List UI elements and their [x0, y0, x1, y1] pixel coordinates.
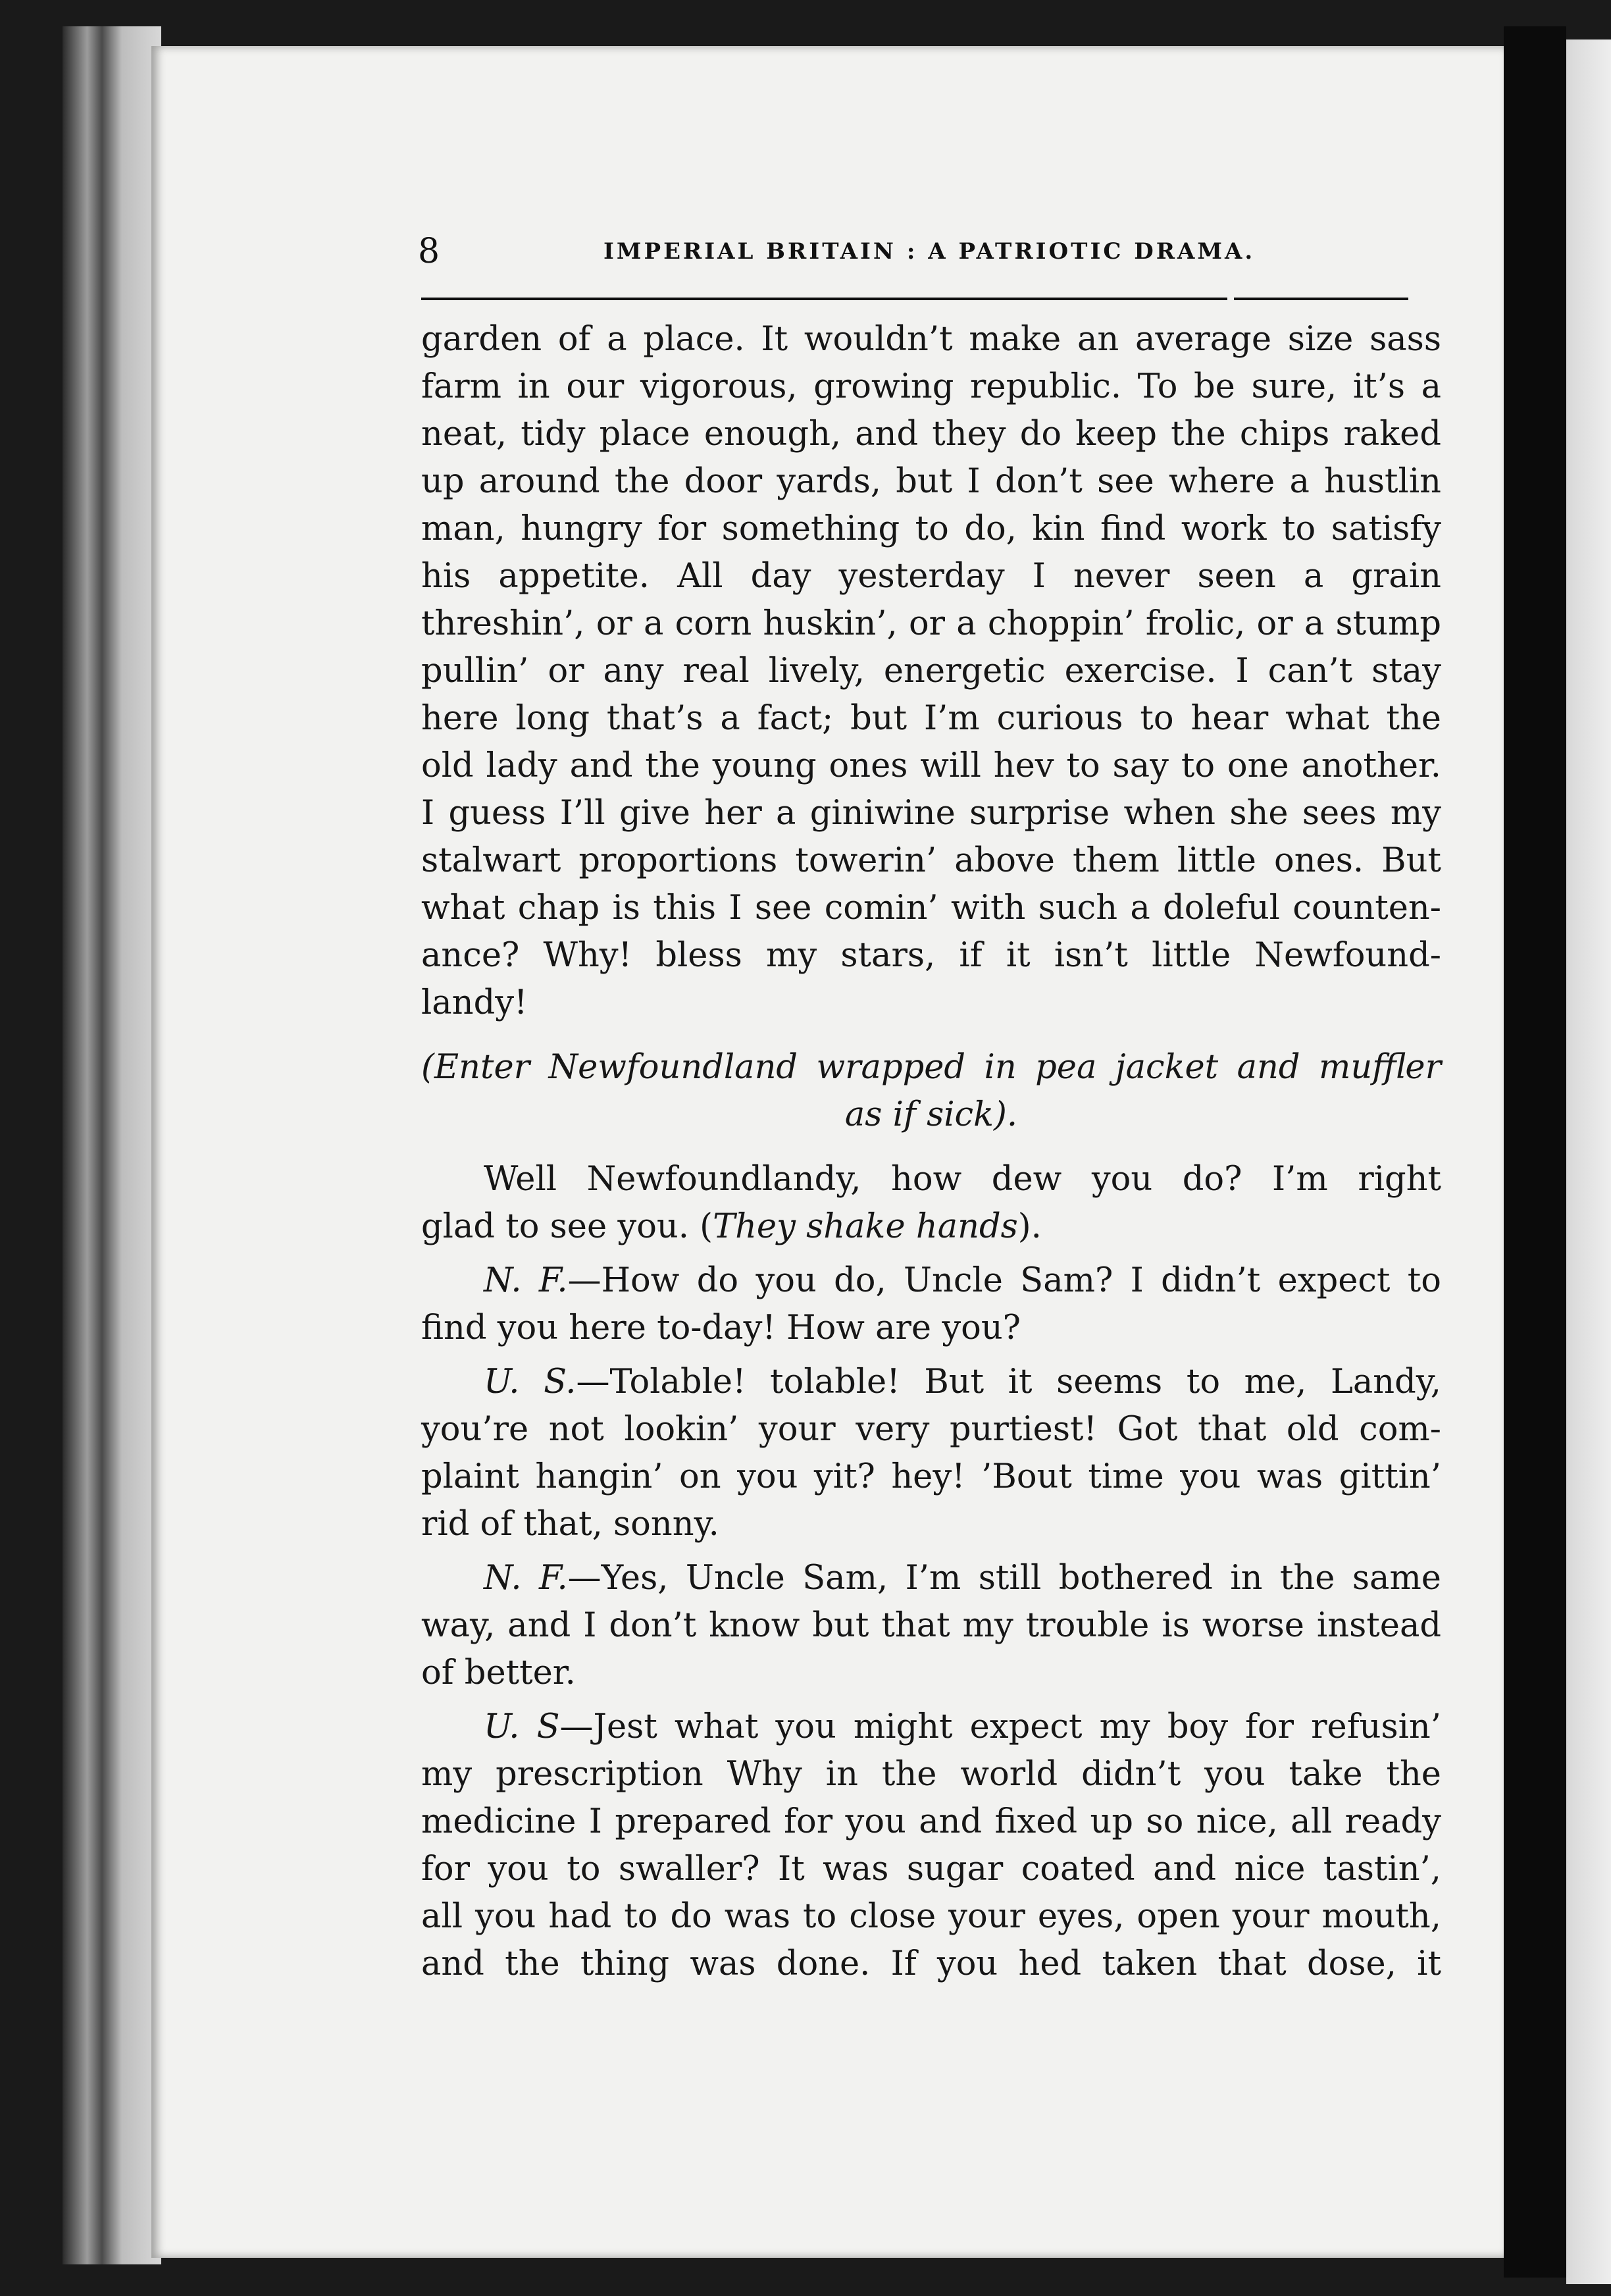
- text-line: man, hungry for something to do, kin find work to satisfy: [421, 509, 1441, 548]
- paragraph-us-1: [421, 1359, 1441, 1548]
- right-gutter-shadow: [1504, 26, 1566, 2278]
- text-line: way, and I don’t know but that my trouble is worse instead: [421, 1606, 1441, 1645]
- text-line: his appetite. All day yesterday I never seen a grain: [421, 557, 1441, 596]
- paragraph-greeting: [421, 1156, 1441, 1251]
- text-line: [421, 1203, 1441, 1251]
- text-fragment: —Yes, Uncle Sam, I’m still bothered in the same: [567, 1559, 1441, 1598]
- page-number: 8: [418, 232, 440, 271]
- text-line: [421, 1704, 1441, 1751]
- inline-stage-direction: They shake hands: [713, 1207, 1018, 1246]
- text-line: and the thing was done. If you hed taken that dose, it: [421, 1944, 1441, 1983]
- facing-page-edge: [1566, 39, 1611, 2284]
- text-line: my prescription Why in the world didn’t you take the: [421, 1755, 1441, 1794]
- text-line: farm in our vigorous, growing republic. To be sure, it’s a: [421, 367, 1441, 406]
- page-header: [418, 232, 1412, 291]
- stage-direction-line: as if sick).: [844, 1095, 1018, 1134]
- text-line: [421, 1257, 1441, 1305]
- text-line: Well Newfoundlandy, how dew you do? I’m right: [484, 1160, 1441, 1199]
- header-rule-right: [1234, 298, 1408, 300]
- text-line: plaint hangin’ on you yit? hey! ’Bout time you was gittin’: [421, 1457, 1441, 1496]
- speaker-label: U. S: [484, 1708, 560, 1746]
- book-spine-edge: [63, 26, 161, 2264]
- text-fragment: glad to see you. (: [421, 1207, 713, 1246]
- text-line: all you had to do was to close your eyes, open your mouth,: [421, 1897, 1441, 1936]
- text-line: what chap is this I see comin’ with such a doleful counten-: [421, 889, 1441, 927]
- text-line: garden of a place. It wouldn’t make an average size sass: [421, 320, 1441, 359]
- text-line: stalwart proportions towerin’ above them little ones. But: [421, 841, 1441, 880]
- text-line: medicine I prepared for you and fixed up so nice, all ready: [421, 1802, 1441, 1841]
- header-rule: [421, 298, 1227, 300]
- text-line: of better.: [421, 1654, 576, 1692]
- text-line: old lady and the young ones will hev to say to one another.: [421, 746, 1441, 785]
- text-line: up around the door yards, but I don’t see where a hustlin: [421, 462, 1441, 501]
- text-line: landy!: [421, 983, 528, 1022]
- body-text: [421, 316, 1441, 1988]
- text-line: pullin’ or any real lively, energetic exercise. I can’t stay: [421, 652, 1441, 691]
- text-line: rid of that, sonny.: [421, 1505, 719, 1544]
- paragraph-us-2: [421, 1704, 1441, 1988]
- text-line: for you to swaller? It was sugar coated and nice tastin’,: [421, 1850, 1441, 1889]
- stage-direction: [421, 1044, 1441, 1139]
- speaker-label: U. S.: [484, 1363, 576, 1401]
- text-line: ance? Why! bless my stars, if it isn’t little Newfound-: [421, 936, 1441, 975]
- stage-direction-line: (Enter Newfoundland wrapped in pea jacket and muffler: [421, 1048, 1441, 1087]
- text-fragment: —Tolable! tolable! But it seems to me, Landy,: [576, 1363, 1441, 1401]
- paragraph-nf-1: [421, 1257, 1441, 1352]
- text-fragment: —How do you do, Uncle Sam? I didn’t expect to: [567, 1261, 1441, 1300]
- text-fragment: ).: [1017, 1207, 1042, 1246]
- text-line: neat, tidy place enough, and they do keep the chips raked: [421, 415, 1441, 454]
- paragraph-uncle-sam-monologue: [421, 316, 1441, 1027]
- text-line: I guess I’ll give her a giniwine surprise when she sees my: [421, 794, 1441, 833]
- text-line: [421, 1555, 1441, 1602]
- text-line: [421, 1359, 1441, 1406]
- paragraph-nf-2: [421, 1555, 1441, 1697]
- text-line: threshin’, or a corn huskin’, or a choppin’ frolic, or a stump: [421, 604, 1441, 643]
- text-fragment: —Jest what you might expect my boy for refusin’: [559, 1708, 1441, 1746]
- text-line: find you here to-day! How are you?: [421, 1309, 1021, 1347]
- speaker-label: N. F.: [484, 1261, 568, 1300]
- text-line: here long that’s a fact; but I’m curious to hear what the: [421, 699, 1441, 738]
- running-title: IMPERIAL BRITAIN : A PATRIOTIC DRAMA.: [603, 238, 1256, 265]
- speaker-label: N. F.: [484, 1559, 568, 1598]
- text-line: you’re not lookin’ your very purtiest! Got that old com-: [421, 1410, 1441, 1449]
